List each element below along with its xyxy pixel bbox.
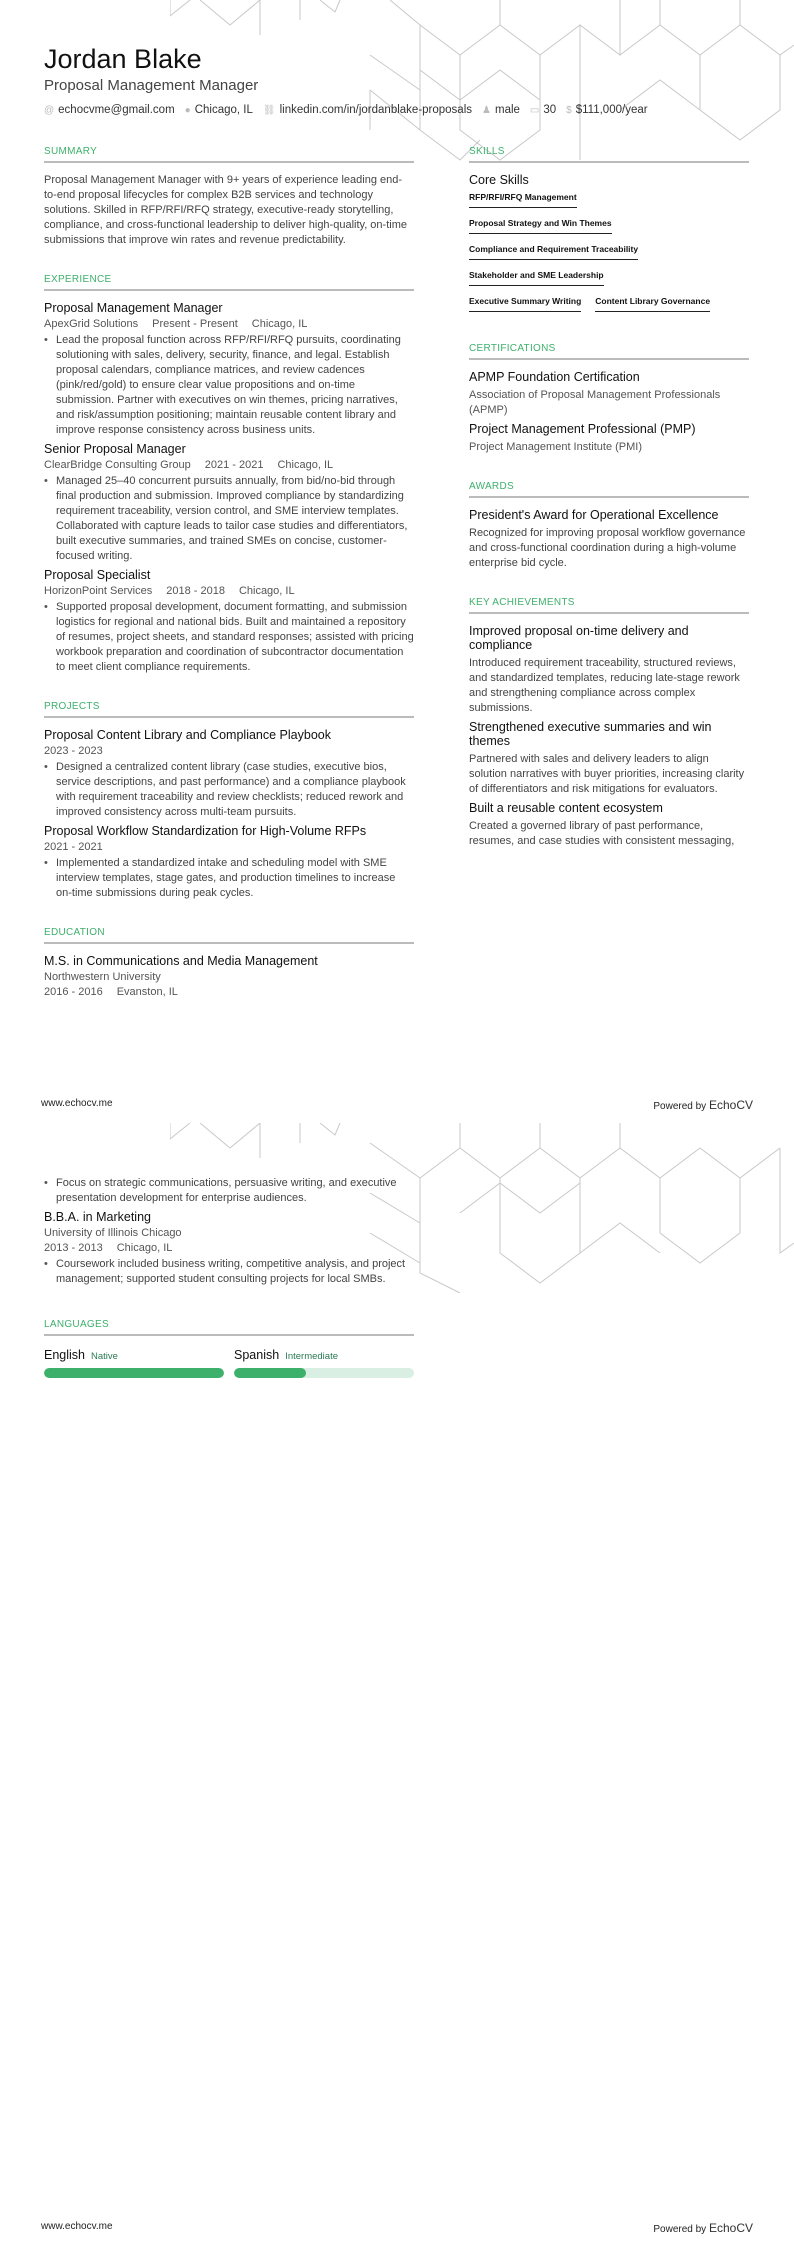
project-item	[44, 824, 414, 901]
degree: B.B.A. in Marketing	[44, 1210, 151, 1224]
proficiency-bar	[234, 1368, 414, 1378]
proficiency-bar	[44, 1368, 224, 1378]
experience-item	[44, 442, 414, 564]
candidate-title: Proposal Management Manager	[44, 77, 259, 94]
awards-section	[469, 481, 749, 571]
section-heading: KEY ACHIEVEMENTS	[469, 597, 749, 614]
dates: 2013 - 2013	[44, 1242, 103, 1254]
language-item	[234, 1346, 414, 1378]
location: Chicago, IL	[277, 459, 334, 471]
education-item	[44, 1210, 414, 1287]
location	[185, 104, 253, 116]
experience-item	[44, 568, 414, 675]
age	[530, 104, 556, 116]
project-title: Proposal Content Library and Compliance Playbook	[44, 728, 331, 742]
projects-section	[44, 701, 414, 901]
bullet: • Coursework included business writing, competitive analysis, and project management; supported student consulting projects for local SMBs.	[44, 1257, 414, 1287]
section-heading: SUMMARY	[44, 146, 414, 163]
cert-name: APMP Foundation Certification	[469, 370, 640, 384]
skill-tag: RFP/RFI/RFQ Management	[469, 192, 577, 208]
brand-logo: EchoCV	[708, 1098, 753, 1112]
section-heading: LANGUAGES	[44, 1319, 414, 1336]
calendar-icon: ▭	[529, 105, 540, 116]
location: Chicago, IL	[251, 318, 308, 330]
at-icon: @	[44, 105, 55, 116]
language-name: English	[44, 1348, 85, 1362]
candidate-name: Jordan Blake	[44, 44, 202, 74]
powered-by	[653, 1098, 753, 1112]
section-heading: CERTIFICATIONS	[469, 343, 749, 360]
cert-issuer: Association of Proposal Management Professionals (APMP)	[469, 389, 721, 416]
company: ClearBridge Consulting Group	[44, 459, 191, 471]
left-column	[44, 146, 414, 1024]
person-icon: ♟	[482, 105, 491, 116]
gender	[482, 104, 520, 116]
cert-name: Project Management Professional (PMP)	[469, 422, 696, 436]
salary-text: $111,000/year	[575, 104, 648, 116]
skill-tag: Executive Summary Writing	[469, 296, 581, 312]
location-text: Chicago, IL	[194, 104, 253, 116]
education-section	[44, 927, 414, 998]
company: HorizonPoint Services	[44, 585, 153, 597]
achievement-text: Introduced requirement traceability, structured reviews, and standardized templates, reducing late-stage rework and strengthening compliance across complex submissions.	[469, 657, 740, 714]
dates: 2016 - 2016	[44, 986, 103, 998]
education-item	[44, 954, 414, 998]
skill-tag: Stakeholder and SME Leadership	[469, 270, 604, 286]
email-text: echocvme@gmail.com	[58, 104, 175, 116]
bullet: • Managed 25–40 concurrent pursuits annually, from bid/no-bid through final production and submission. Improved compliance by standardizing requirement traceability, version control, and SME interview templates. Collaborated with capture leads to tailor case studies and differentiators, built executive summaries, and trained SMEs on concise, customer-focused writing.	[44, 474, 414, 564]
achievement-name: Built a reusable content ecosystem	[469, 801, 663, 815]
school: Northwestern University	[44, 971, 161, 983]
company: ApexGrid Solutions	[44, 318, 139, 330]
project-title: Proposal Workflow Standardization for High-Volume RFPs	[44, 824, 367, 838]
achievement-name: Strengthened executive summaries and win themes	[469, 720, 712, 748]
powered-label: Powered by	[653, 2224, 707, 2235]
award-name: President's Award for Operational Excellence	[469, 508, 719, 522]
job-title: Senior Proposal Manager	[44, 442, 186, 456]
bullet: • Implemented a standardized intake and scheduling model with SME interview templates, stage gates, and production timelines to increase on-time submissions during peak cycles.	[44, 856, 414, 901]
skill-tag: Content Library Governance	[595, 296, 710, 312]
section-heading: EXPERIENCE	[44, 274, 414, 291]
degree: M.S. in Communications and Media Management	[44, 954, 318, 968]
section-heading: EDUCATION	[44, 927, 414, 944]
award-text: Recognized for improving proposal workflow governance and cross-functional coordination during a high-volume enterprise bid cycle.	[469, 527, 746, 569]
language-item	[44, 1346, 224, 1378]
location: Chicago, IL	[116, 1242, 173, 1254]
languages-section	[44, 1319, 414, 1378]
gender-text: male	[494, 104, 520, 116]
email[interactable]	[44, 104, 175, 116]
salary	[566, 104, 647, 116]
left-column	[44, 1173, 414, 1404]
language-name: Spanish	[234, 1348, 280, 1362]
age-text: 30	[543, 104, 557, 116]
resume-page-2	[0, 1123, 794, 2246]
bullet: • Focus on strategic communications, persuasive writing, and executive presentation development for enterprise audiences.	[44, 1176, 414, 1206]
page-footer	[41, 2221, 753, 2235]
location-icon: ●	[184, 105, 191, 116]
footer-site-link[interactable]: www.echocv.me	[41, 1098, 113, 1109]
geometric-pattern	[170, 0, 794, 170]
section-heading: AWARDS	[469, 481, 749, 498]
bullet: • Supported proposal development, document formatting, and submission logistics for regional and national bids. Built and maintained a repository of resumes, project sheets, and standard responses; assisted with pricing workbook preparation and coordination of subcontractor documentation to meet client compliance requirements.	[44, 600, 414, 675]
powered-label: Powered by	[653, 1101, 707, 1112]
experience-item	[44, 301, 414, 438]
achievements-section	[469, 597, 749, 849]
language-level: Native	[91, 1351, 118, 1362]
section-heading: PROJECTS	[44, 701, 414, 718]
job-title: Proposal Management Manager	[44, 301, 223, 315]
skill-group: Core Skills	[469, 173, 529, 187]
achievement-name: Improved proposal on-time delivery and compliance	[469, 624, 689, 652]
achievement-text: Created a governed library of past performance, resumes, and case studies with consistent messaging,	[469, 820, 735, 847]
right-column	[469, 146, 749, 875]
linkedin[interactable]	[263, 104, 472, 116]
experience-section	[44, 274, 414, 675]
dates: 2021 - 2021	[204, 459, 264, 471]
contact-row	[44, 104, 648, 116]
achievement-text: Partnered with sales and delivery leaders to align solution narratives with buyer priorities, increasing clarity of differentiators and risk mitigations for evaluators.	[469, 753, 745, 795]
page-footer	[41, 1098, 753, 1112]
summary-section	[44, 146, 414, 248]
cert-issuer: Project Management Institute (PMI)	[469, 441, 643, 453]
skills-section	[469, 146, 749, 317]
dates: Present - Present	[152, 318, 238, 330]
money-icon: $	[566, 105, 572, 116]
dates: 2023 - 2023	[44, 745, 103, 757]
school: University of Illinois Chicago	[44, 1227, 182, 1239]
brand-logo: EchoCV	[708, 2221, 753, 2235]
footer-site-link[interactable]: www.echocv.me	[41, 2221, 113, 2232]
dates: 2021 - 2021	[44, 841, 103, 853]
location: Evanston, IL	[116, 986, 178, 998]
link-icon: ⛓	[262, 105, 276, 116]
project-item	[44, 728, 414, 820]
bullet: • Lead the proposal function across RFP/RFI/RFQ pursuits, coordinating solutioning with sales, delivery, security, finance, and legal. Establish proposal calendars, compliance matrices, and review cadences (pink/red/gold) to ensure clear value propositions and on-time submission. Partner with executives on win themes, pricing narratives, and risk/assumption positioning; maintain reusable content library and improve response consistency across business units.	[44, 333, 414, 438]
proficiency-fill	[44, 1368, 224, 1378]
certifications-section	[469, 343, 749, 455]
dates: 2018 - 2018	[166, 585, 225, 597]
job-title: Proposal Specialist	[44, 568, 151, 582]
location: Chicago, IL	[238, 585, 295, 597]
linkedin-text: linkedin.com/in/jordanblake-proposals	[279, 104, 473, 116]
skill-tag: Proposal Strategy and Win Themes	[469, 218, 612, 234]
proficiency-fill	[234, 1368, 306, 1378]
powered-by	[653, 2221, 753, 2235]
language-level: Intermediate	[285, 1351, 338, 1362]
section-heading: SKILLS	[469, 146, 749, 163]
summary-text: Proposal Management Manager with 9+ years of experience leading end-to-end proposal lifecycles for complex B2B services and technology solutions. Skilled in RFP/RFI/RFQ strategy, executive-ready storytelling, compliance, and cross-functional leadership to deliver high-quality, on-time submissions that improve win rates and revenue predictability.	[44, 174, 407, 246]
skill-tag: Compliance and Requirement Traceability	[469, 244, 638, 260]
bullet: • Designed a centralized content library (case studies, executive bios, service descriptions, and past performance) and a compliance playbook with requirement traceability and review checklists; reduced rework and improved consistency across multi-team pursuits.	[44, 760, 414, 820]
